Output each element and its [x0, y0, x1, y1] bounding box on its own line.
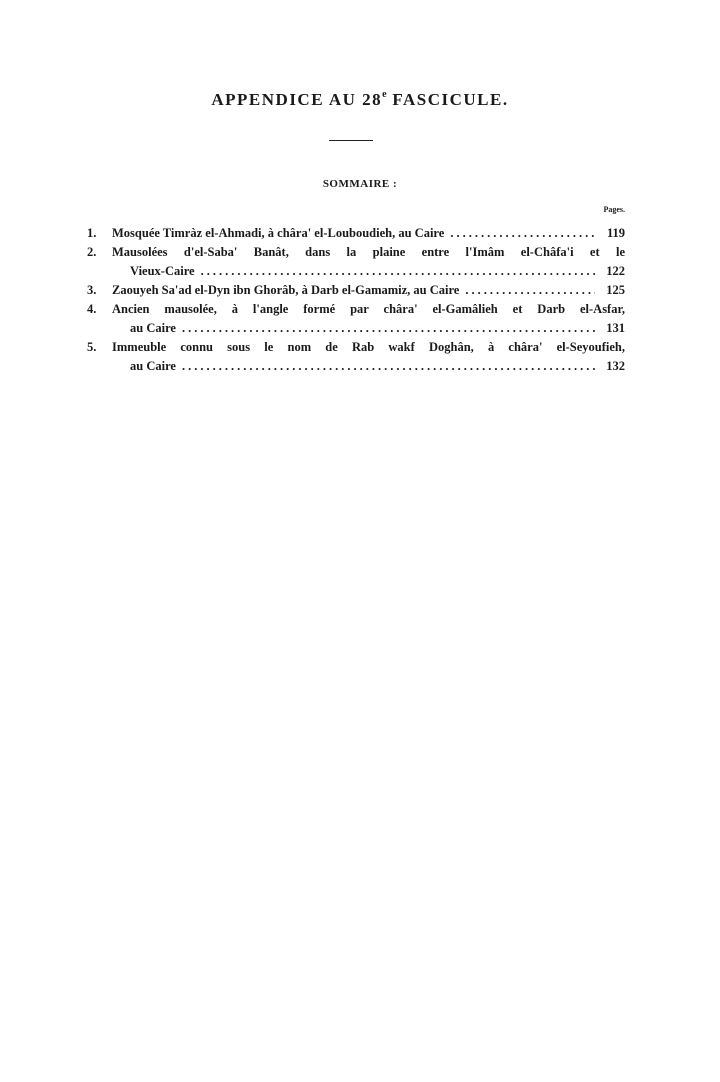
dot-leader: [450, 224, 595, 243]
toc-entry-number: 2.: [87, 245, 97, 259]
dot-leader: [465, 281, 595, 300]
dot-leader: [182, 319, 595, 338]
toc-entry-title: Ancien mausolée, à l'angle formé par châra' el-Gamâlieh et Darb el-Asfar,: [112, 302, 625, 316]
dot-leader: [182, 357, 595, 376]
toc-entry-title: Immeuble connu sous le nom de Rab wakf Doghân, à châra' el-Seyoufieh,: [112, 340, 625, 354]
sommaire-heading: SOMMAIRE :: [322, 178, 398, 190]
toc-entry-number: 5.: [87, 340, 97, 354]
toc-entry-number: 4.: [87, 302, 97, 316]
toc-entry-number: 1.: [87, 226, 97, 240]
title-end: FASCICULE.: [386, 90, 509, 109]
toc-entry-line: [112, 243, 625, 262]
toc-entry-page: 122: [606, 264, 625, 278]
dot-leader: [201, 262, 595, 281]
toc-entry-title-cont: au Caire: [130, 321, 176, 335]
toc-entry: [87, 338, 625, 376]
toc-entry: [87, 243, 625, 281]
title-superscript: e: [382, 89, 387, 101]
toc-entry-page: 125: [606, 283, 625, 297]
toc-entry-continuation: [112, 357, 625, 376]
pages-column-label: Pages.: [603, 205, 625, 214]
toc-entry-number: 3.: [87, 283, 97, 297]
toc-entry: [87, 300, 625, 338]
title-main: APPENDICE AU 28: [211, 90, 383, 109]
toc-entry-page: 119: [606, 226, 625, 240]
toc-entry-line: [112, 281, 625, 300]
toc-entry-title: Mosquée Timràz el-Ahmadi, à châra' el-Louboudieh, au Caire: [112, 226, 445, 240]
toc-entry-title: Mausolées d'el-Saba' Banât, dans la plaine entre l'Imâm el-Châfa'i et le: [112, 245, 625, 259]
toc-entry: [87, 281, 625, 300]
toc-entry-continuation: [112, 319, 625, 338]
toc-entry-title-cont: au Caire: [130, 359, 176, 373]
title-divider: [329, 140, 373, 141]
toc-entry-title: Zaouyeh Sa'ad el-Dyn ibn Ghorâb, à Darb el-Gamamiz, au Caire: [112, 283, 460, 297]
toc-entry-title-cont: Vieux-Caire: [130, 264, 195, 278]
toc-entry: [87, 224, 625, 243]
toc-entry-line: [112, 300, 625, 319]
toc-entry-page: 132: [606, 359, 625, 373]
toc-entry-line: [112, 224, 625, 243]
table-of-contents: [87, 224, 625, 376]
toc-entry-page: 131: [606, 321, 625, 335]
toc-entry-continuation: [112, 262, 625, 281]
toc-entry-line: [112, 338, 625, 357]
page-title: [0, 90, 720, 110]
